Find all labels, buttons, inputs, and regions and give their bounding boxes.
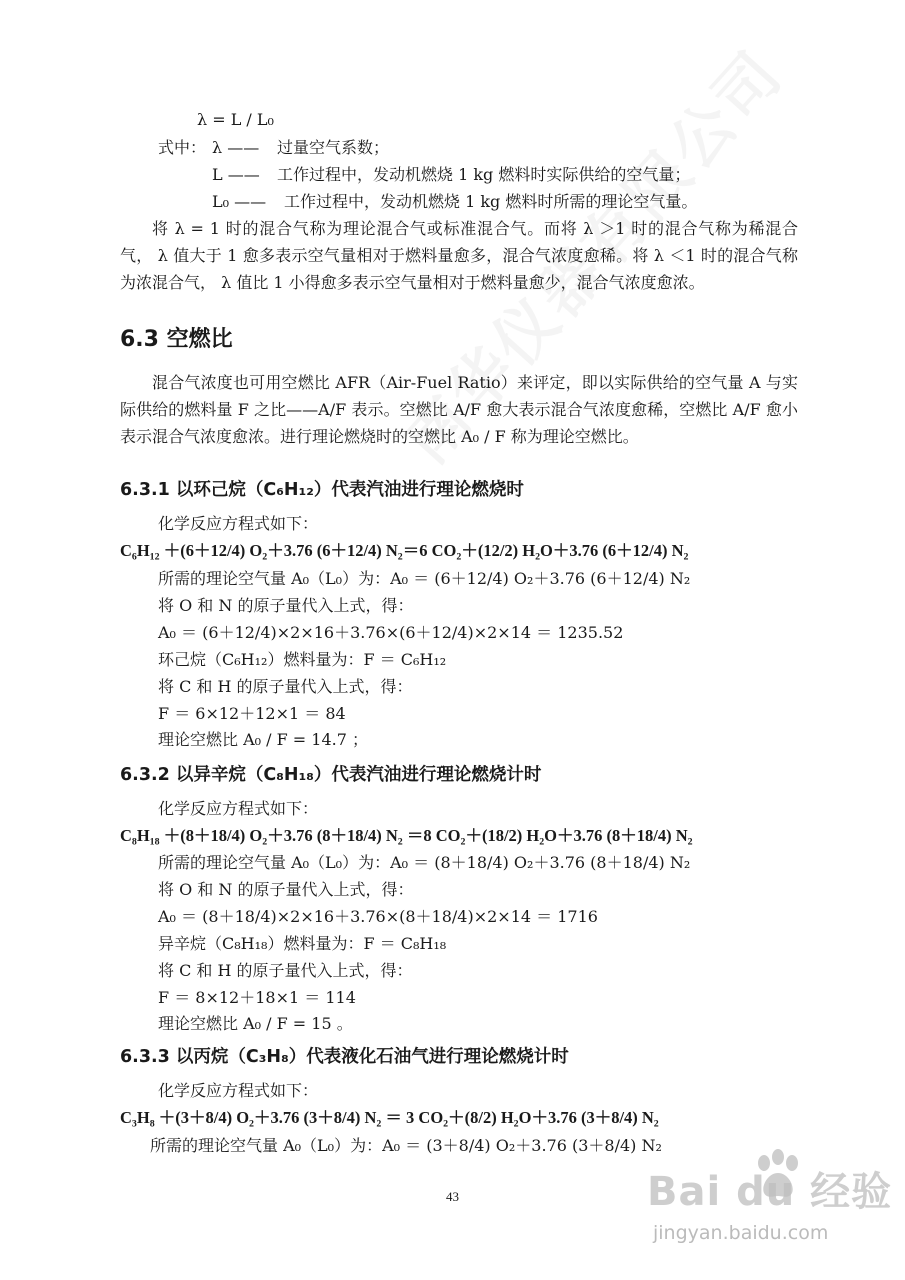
air-calc-line: A₀ ＝ (8＋18/4)×2×16＋3.76×(8＋18/4)×2×14 ＝ 1716 [158,907,598,926]
baidu-logo-text: Bai du 经验 [647,1169,893,1215]
substitute-line: 将 O 和 N 的原子量代入上式，得： [158,596,414,615]
section-heading-6-3: 6.3 空燃比 [120,327,233,352]
page-number: 43 [446,1189,459,1204]
subsection-heading-6-3-2: 6.3.2 以异辛烷（C₈H₁₈）代表汽油进行理论燃烧计时 [120,765,542,785]
reaction-equation: C₈H₁₈ ＋(8＋18/4) O₂＋3.76 (8＋18/4) N₂ ＝8 CO₂＋(18/2) H₂O＋3.76 (8＋18/4) N₂ [120,826,693,845]
lambda-formula: λ = L / L₀ [197,110,274,129]
def-L0-sym: L₀ —— [212,192,267,211]
fuel-amount-line: 异辛烷（C₈H₁₈）燃料量为：F ＝ C₈H₁₈ [158,934,447,953]
def-lambda-sym: λ —— [212,138,260,157]
def-L0-desc: 工作过程中，发动机燃烧 1 kg 燃料时所需的理论空气量。 [284,192,698,211]
afr-result-line: 理论空燃比 A₀ / F = 14.7 ； [158,730,369,749]
substitute-line: 将 C 和 H 的原子量代入上式，得： [158,961,413,980]
reaction-equation: C₃H₈ ＋(3＋8/4) O₂＋3.76 (3＋8/4) N₂ ＝ 3 CO₂＋(8/2) H₂O＋3.76 (3＋8/4) N₂ [120,1108,659,1127]
fuel-amount-line: 环己烷（C₆H₁₂）燃料量为：F ＝ C₆H₁₂ [158,650,447,669]
fuel-calc-line: F ＝ 6×12＋12×1 ＝ 84 [158,704,346,723]
def-lambda-desc: 过量空气系数； [277,138,390,157]
baidu-url: jingyan.baidu.com [653,1222,829,1244]
subsection-heading-6-3-3: 6.3.3 以丙烷（C₃H₈）代表液化石油气进行理论燃烧计时 [120,1047,569,1067]
reaction-intro: 化学反应方程式如下： [158,514,319,533]
substitute-line: 将 O 和 N 的原子量代入上式，得： [158,880,414,899]
air-amount-line: 所需的理论空气量 A₀（L₀）为：A₀ ＝ (3＋8/4) O₂＋3.76 (3＋8/4) N₂ [150,1136,662,1155]
where-label: 式中： [158,138,207,157]
def-L-sym: L —— [212,165,260,184]
air-amount-line: 所需的理论空气量 A₀（L₀）为：A₀ ＝ (8＋18/4) O₂＋3.76 (8＋18/4) N₂ [158,853,691,872]
substitute-line: 将 C 和 H 的原子量代入上式，得： [158,677,413,696]
afr-result-line: 理论空燃比 A₀ / F = 15 。 [158,1014,353,1033]
lambda-paragraph: 将 λ = 1 时的混合气称为理论混合气或标准混合气。而将 λ ＞1 时的混合气称为稀混合气， λ 值大于 1 愈多表示空气量相对于燃料量愈多，混合气浓度愈稀。将 λ ＜1 时的混合气称为浓混合气， λ 值比 1 小得愈多表示空气量相对于燃料量愈少，混合气浓度愈浓。 [120,219,798,292]
subsection-heading-6-3-1: 6.3.1 以环己烷（C₆H₁₂）代表汽油进行理论燃烧时 [120,480,524,500]
air-calc-line: A₀ ＝ (6＋12/4)×2×16＋3.76×(6＋12/4)×2×14 ＝ 1235.52 [158,623,624,642]
reaction-equation: C₆H₁₂ ＋(6＋12/4) O₂＋3.76 (6＋12/4) N₂＝6 CO₂＋(12/2) H₂O＋3.76 (6＋12/4) N₂ [120,541,689,560]
fuel-calc-line: F ＝ 8×12＋18×1 ＝ 114 [158,988,356,1007]
reaction-intro: 化学反应方程式如下： [158,799,319,818]
def-L-desc: 工作过程中，发动机燃烧 1 kg 燃料时实际供给的空气量； [277,165,691,184]
afr-paragraph: 混合气浓度也可用空燃比 AFR（Air-Fuel Ratio）来评定，即以实际供给的空气量 A 与实际供给的燃料量 F 之比——A/F 表示。空燃比 A/F 愈大表示混合气浓度愈稀，空燃比 A/F 愈小表示混合气浓度愈浓。进行理论燃烧时的空燃比 A₀ / F 称为理论空燃比。 [120,373,798,446]
reaction-intro: 化学反应方程式如下： [158,1081,319,1100]
air-amount-line: 所需的理论空气量 A₀（L₀）为：A₀ ＝ (6＋12/4) O₂＋3.76 (6＋12/4) N₂ [158,569,691,588]
